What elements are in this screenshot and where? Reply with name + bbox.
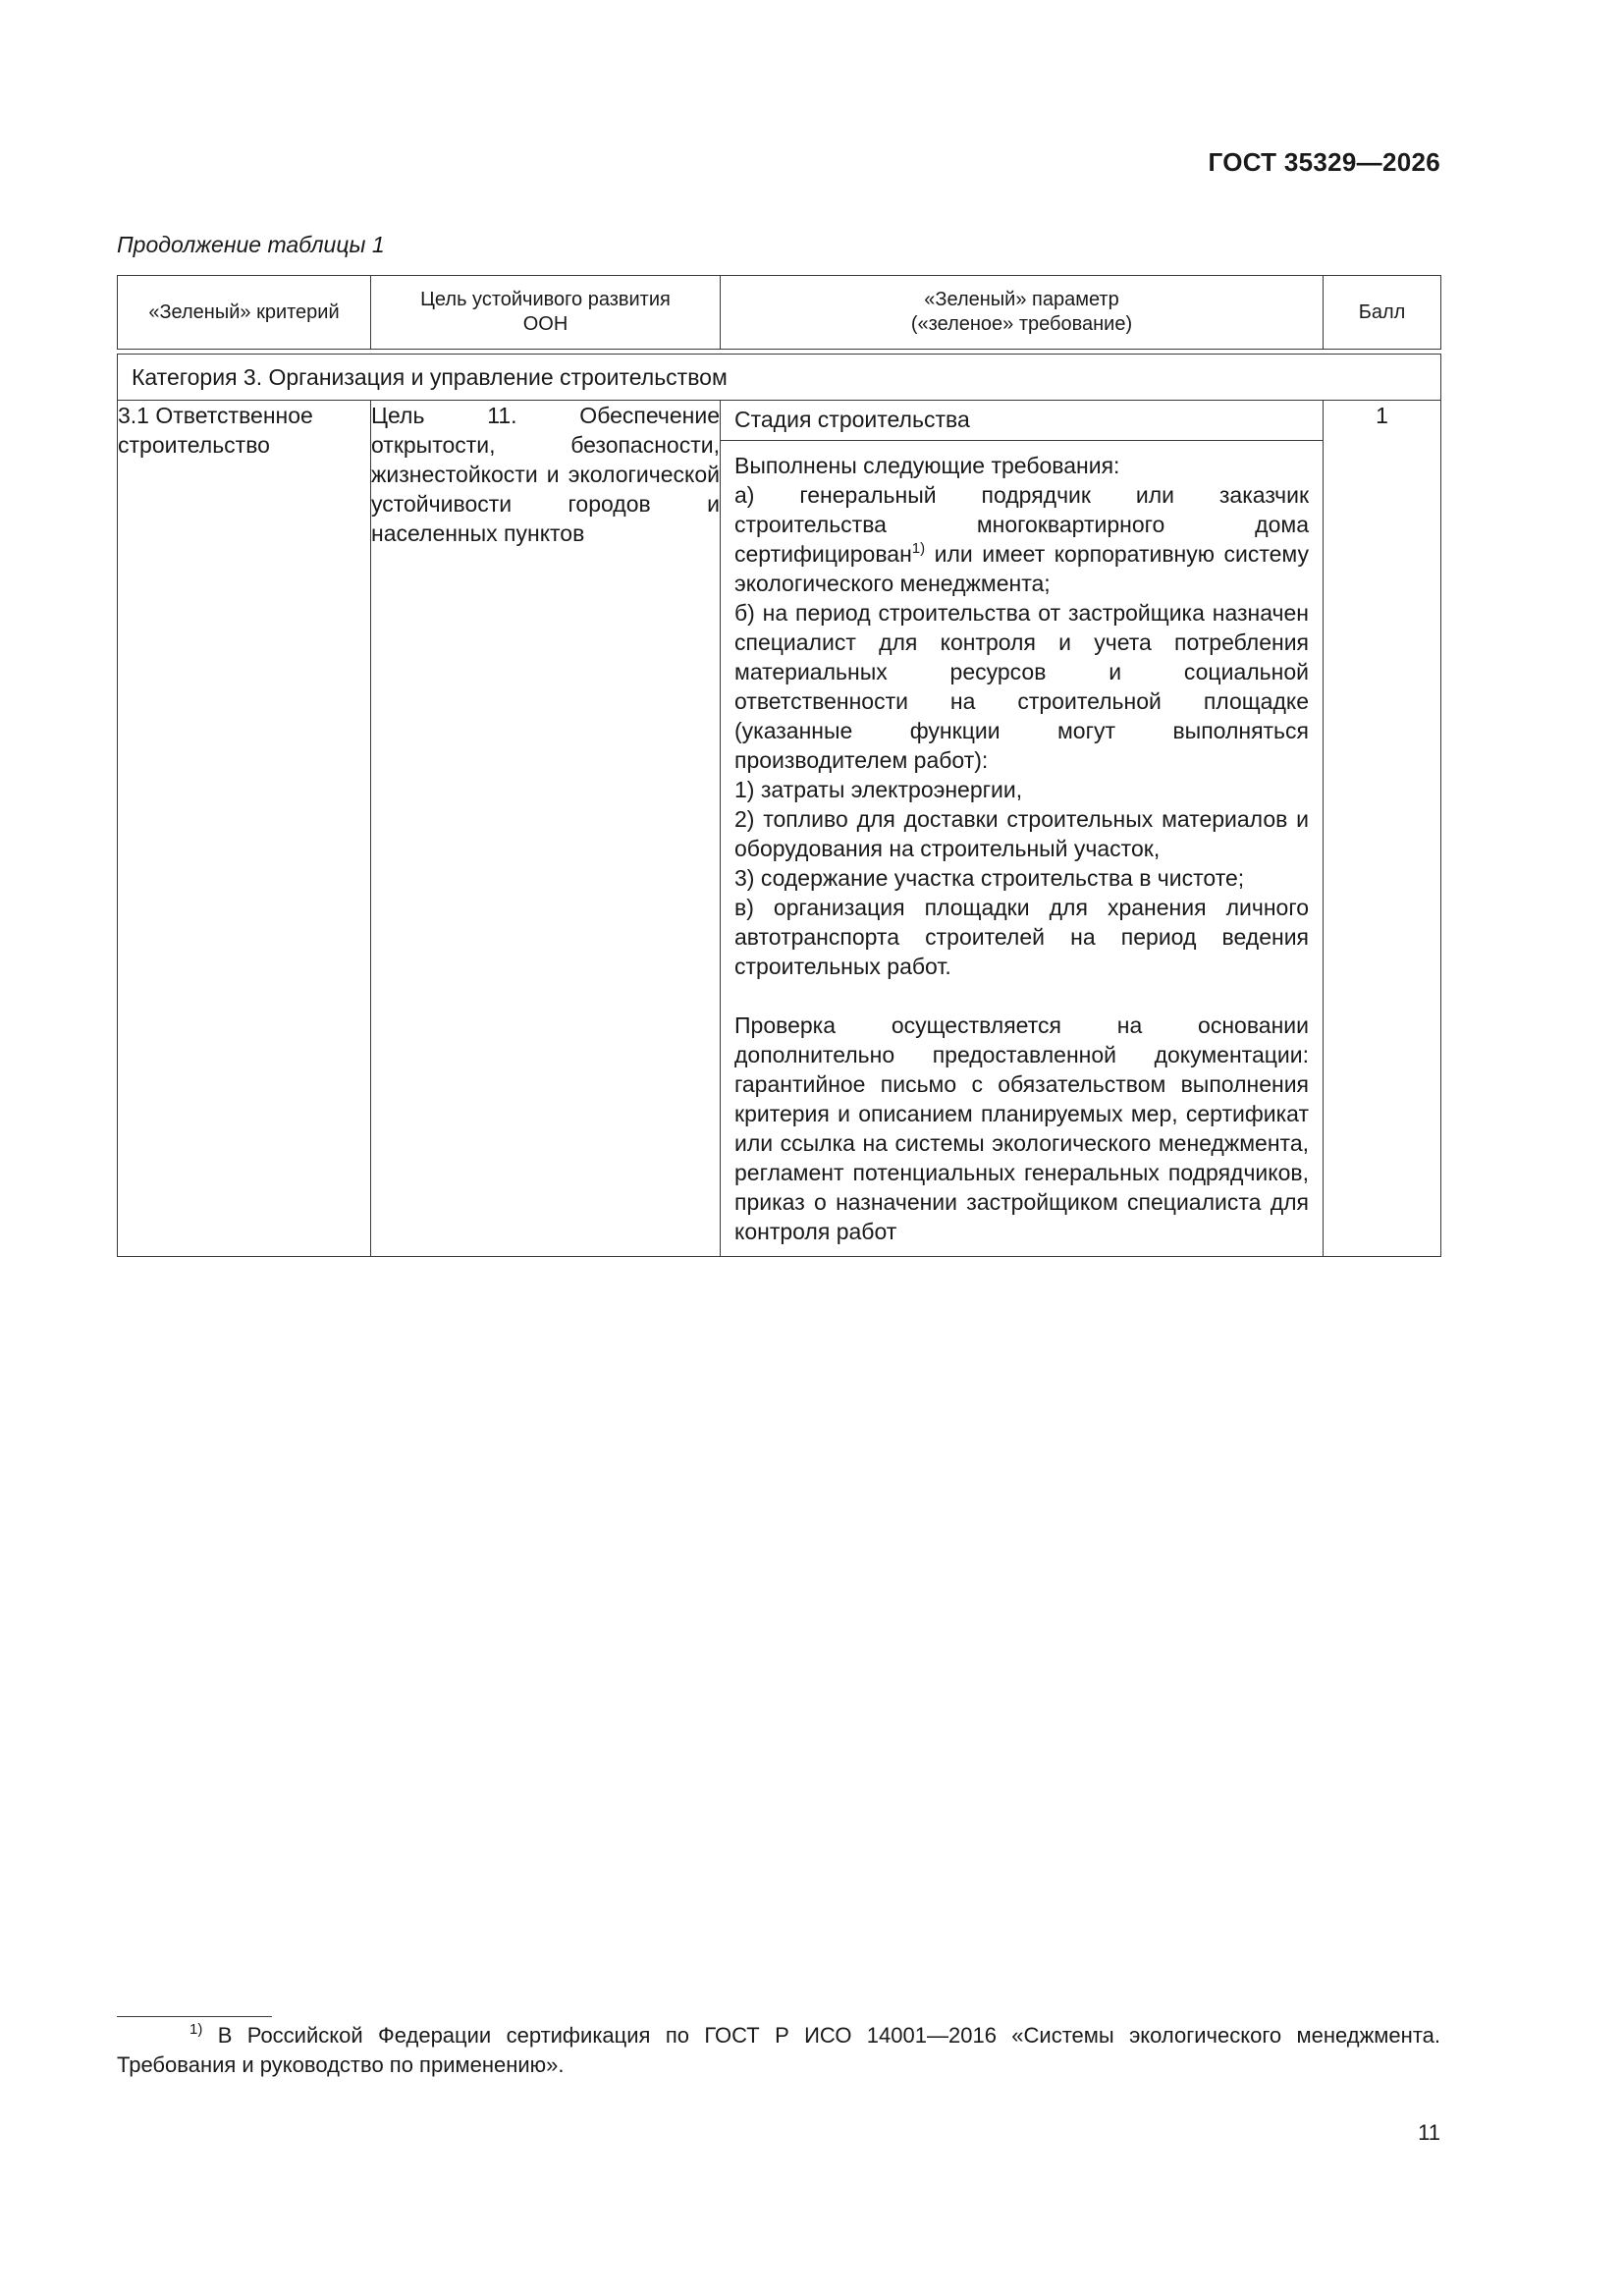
requirements-table [117,275,1441,1257]
page-number: 11 [1418,2120,1440,2145]
requirement-a: а) генеральный подрядчик или заказчик строительства многоквартирного дома сертифицирован$^{1)}$ или имеет корпоративную систему экологического менеджмента; [734,482,1309,596]
requirement-b: б) на период строительства от застройщика назначен специалист для контроля и учета потребления материальных ресурсов и социальной ответственности на строительной площадке (указанные функции могут выполняться производителем работ): [734,600,1309,773]
footnote-marker: 1) [189,2021,203,2038]
footnote-divider [117,2016,272,2017]
requirement-c: в) организация площадки для хранения личного автотранспорта строителей на период ведения строительных работ. [734,895,1309,979]
requirements-block [721,441,1323,1256]
table-row [118,401,1441,1257]
requirement-b3: 3) содержание участка строительства в чистоте; [734,865,1245,891]
header-param-line2: («зеленое» требование) [910,313,1133,335]
category-title: Категория 3. Организация и управление строительством [118,355,1441,401]
criterion-line1: 3.1 Ответственное [118,403,313,428]
requirements-intro: Выполнены следующие требования: [734,453,1120,478]
verification-text: Проверка осуществляется на основании дополнительно предоставленной документации: гарантийное письмо с обязательством выполнения критерия и описанием планируемых мер, сертификат или ссылка на системы экологического менеджмента, регламент потенциальных генеральных подрядчиков, приказ о назначении застройщиком специалиста для контроля работ [734,1012,1309,1244]
criterion-line2: строительство [118,432,270,458]
parameter-cell [721,401,1324,1257]
header-goal-line2: ООН [522,313,568,335]
header-goal-line1: Цель устойчивого развития [420,289,671,310]
goal-cell: Цель 11. Обеспечение открытости, безопасности, жизнестойкости и экологической устойчивости городов и населенных пунктов [371,401,721,1257]
header-goal [371,276,721,350]
criterion-cell [118,401,371,1257]
category-row [118,355,1441,401]
requirement-b2: 2) топливо для доставки строительных материалов и оборудования на строительный участок, [734,806,1309,861]
score-cell: 1 [1324,401,1441,1257]
stage-label: Стадия строительства [721,401,1323,441]
document-designation: ГОСТ 35329—2026 [1208,147,1440,177]
table-caption: Продолжение таблицы 1 [117,232,385,257]
footnote-ref: 1) [911,540,926,557]
footnote [117,2021,1440,2080]
footnote-text: В Российской Федерации сертификация по ГОСТ Р ИСО 14001—2016 «Системы экологического менеджмента. Требования и руководство по применению». [117,2023,1440,2077]
table-header-row [118,276,1441,350]
header-criterion: «Зеленый» критерий [118,276,371,350]
requirement-b1: 1) затраты электроэнергии, [734,777,1023,802]
paragraph-gap [734,981,1309,1011]
header-parameter [721,276,1324,350]
header-score: Балл [1324,276,1441,350]
header-param-line1: «Зеленый» параметр [924,289,1119,310]
